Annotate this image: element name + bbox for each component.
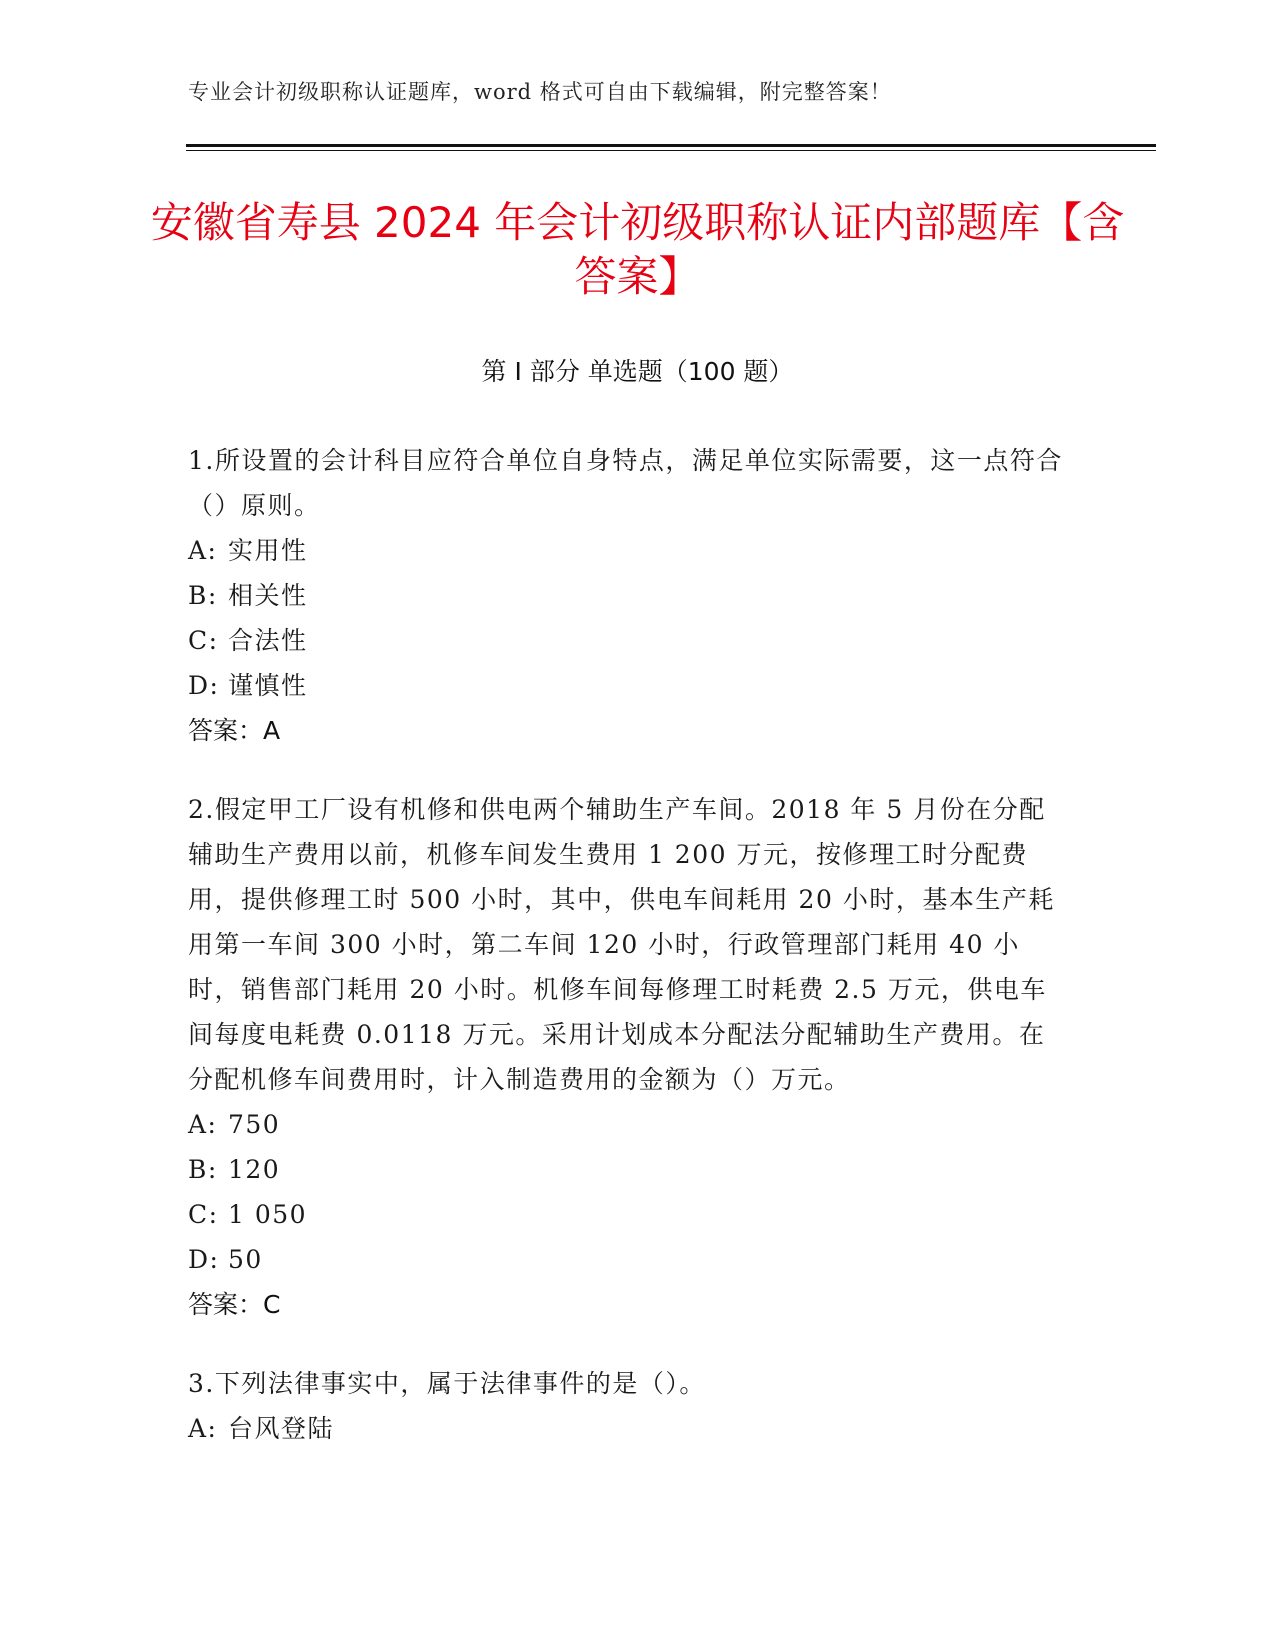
question-option <box>188 1237 1068 1282</box>
option-text: 台风登陆 <box>228 1414 335 1443</box>
question-option <box>188 528 1068 573</box>
question-answer <box>188 1282 1068 1327</box>
question-option <box>188 573 1068 618</box>
option-letter: D: <box>188 1245 220 1274</box>
option-text: 50 <box>228 1245 263 1274</box>
question-option <box>188 618 1068 663</box>
option-text: 750 <box>228 1110 281 1139</box>
answer-label: 答案： <box>188 1290 264 1319</box>
question-option <box>188 663 1068 708</box>
question-stem: 3.下列法律事实中，属于法律事件的是（）。 <box>188 1369 706 1398</box>
option-text: 合法性 <box>228 626 308 655</box>
option-letter: A: <box>188 1110 218 1139</box>
option-text: 120 <box>228 1155 281 1184</box>
answer-label: 答案： <box>188 716 264 745</box>
question-stem: 2.假定甲工厂设有机修和供电两个辅助生产车间。2018 年 5 月份在分配辅助生产费用以前，机修车间发生费用 1 200 万元，按修理工时分配费用，提供修理工时 500 小时，其中，供电车间耗用 20 小时，基本生产耗用第一车间 300 小时，第二车间 120 小时，行政管理部门耗用 40 小时，销售部门耗用 20 小时。机修车间每修理工时耗费 2.5 万元，供电车间每度电耗费 0.0118 万元。采用计划成本分配法分配辅助生产费用。在分配机修车间费用时，计入制造费用的金额为（）万元。 <box>188 795 1055 1094</box>
header-divider-thin <box>186 150 1156 151</box>
answer-value: A <box>263 716 281 745</box>
option-text: 实用性 <box>228 536 308 565</box>
option-letter: B: <box>188 581 218 610</box>
document-title: 安徽省寿县 2024 年会计初级职称认证内部题库【含答案】 <box>150 198 1125 301</box>
option-text: 相关性 <box>228 581 308 610</box>
question-stem: 1.所设置的会计科目应符合单位自身特点，满足单位实际需要，这一点符合（）原则。 <box>188 446 1063 520</box>
question-item <box>188 1361 1068 1451</box>
header-divider <box>186 144 1156 147</box>
option-letter: A: <box>188 536 218 565</box>
question-option <box>188 1102 1068 1147</box>
header-note: 专业会计初级职称认证题库，word 格式可自由下载编辑，附完整答案！ <box>188 80 892 104</box>
question-answer <box>188 708 1068 753</box>
option-text: 谨慎性 <box>228 671 308 700</box>
option-letter: C: <box>188 626 219 655</box>
question-item <box>188 787 1068 1327</box>
question-option <box>188 1192 1068 1237</box>
question-option <box>188 1147 1068 1192</box>
question-list <box>188 438 1068 1485</box>
question-item <box>188 438 1068 753</box>
option-letter: A: <box>188 1414 218 1443</box>
question-option <box>188 1406 1068 1451</box>
answer-value: C <box>263 1290 281 1319</box>
section-heading: 第 I 部分 单选题（100 题） <box>481 357 794 386</box>
option-letter: B: <box>188 1155 218 1184</box>
option-letter: C: <box>188 1200 219 1229</box>
option-letter: D: <box>188 671 220 700</box>
option-text: 1 050 <box>228 1200 308 1229</box>
